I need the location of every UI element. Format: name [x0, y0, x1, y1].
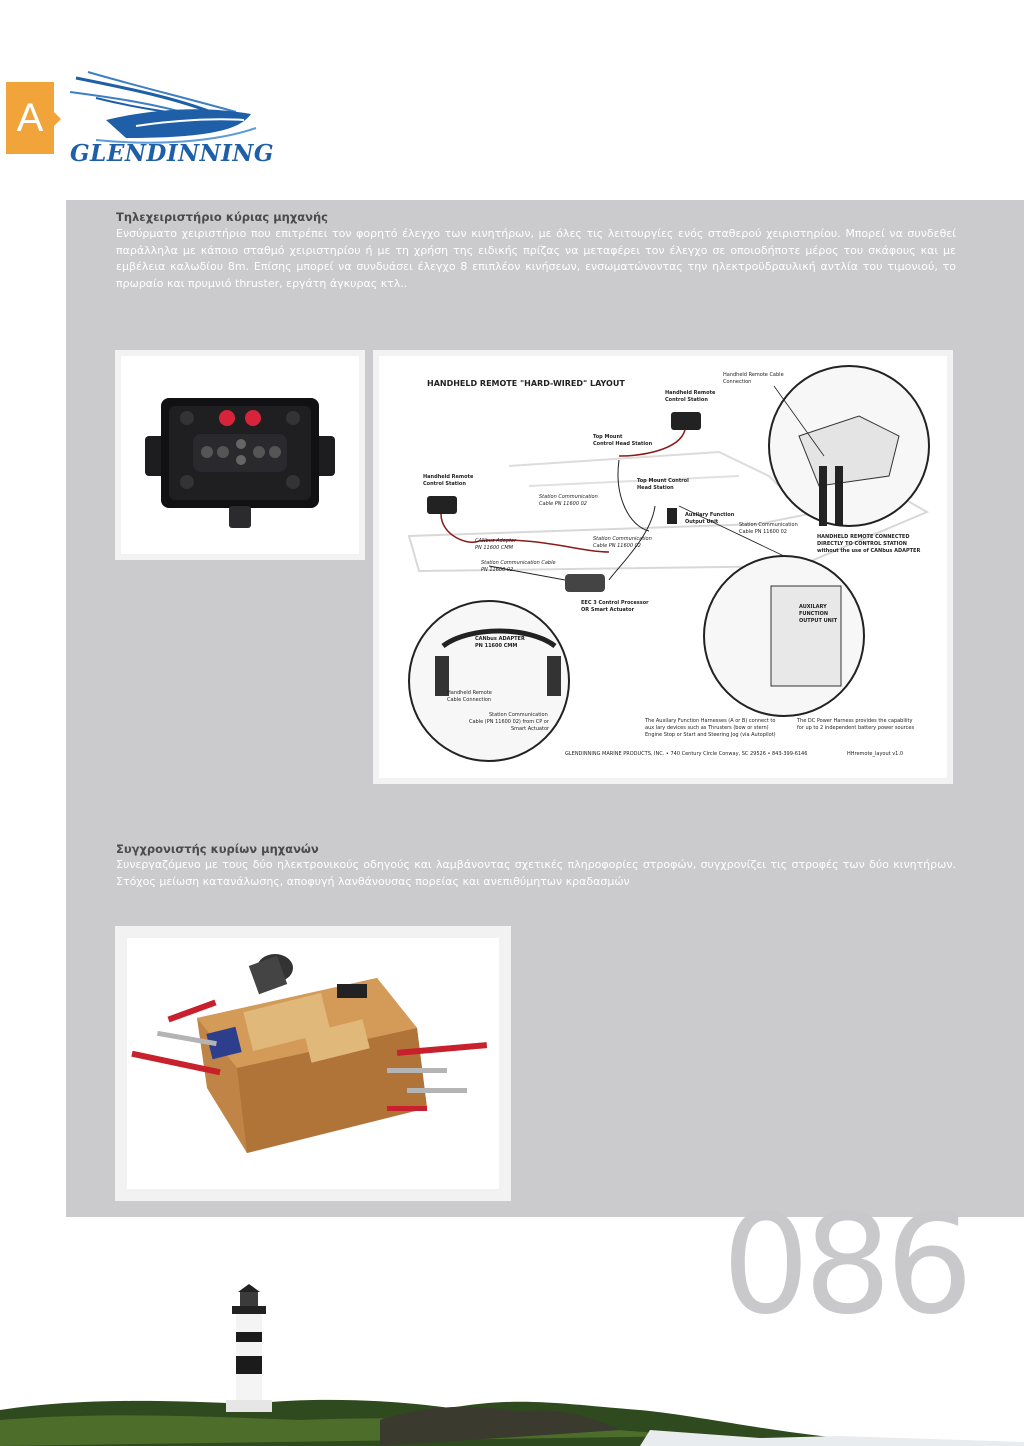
- diagram-frame: [373, 350, 953, 784]
- section2-text: Συνεργαζόμενο με τους δύο ηλεκτρονικούς οδηγούς και λαμβάνοντας σχετικές πληροφορίες στροφών, συγχρονίζει τις στροφές των δύο κινητήρων. Στόχος μείωση κατανάλωσης, αποφυγή λανθάνουσας πορείας και ανεπιθύμητων κραδασμών: [116, 858, 956, 888]
- svg-text:Station CommunicationCable PN: Station Communication Cable PN 11600 02: [539, 494, 598, 507]
- svg-text:CANbus ADAPTERPN 11600 CMM: CANbus ADAPTER PN 11600 CMM: [475, 636, 525, 649]
- synchronizer-photo-frame: [115, 926, 511, 1201]
- diagram-title: HANDHELD REMOTE "HARD-WIRED" LAYOUT: [427, 379, 625, 388]
- page-number: 086: [722, 1184, 968, 1345]
- lighthouse-landscape-image: [0, 1270, 1024, 1446]
- wiring-diagram: [379, 356, 947, 778]
- detail-circle-left: [409, 601, 569, 761]
- svg-text:Handheld RemoteControl Station: Handheld Remote Control Station: [423, 474, 474, 487]
- remote-photo-frame: [115, 350, 365, 560]
- svg-text:Handheld Remote CableConnectio: Handheld Remote Cable Connection: [723, 372, 784, 385]
- lighthouse-icon: [226, 1284, 272, 1412]
- brand-logo: [66, 68, 275, 172]
- handheld-station-icon: [671, 412, 701, 430]
- section2-title: Συγχρονιστής κυρίων μηχανών: [116, 842, 319, 856]
- svg-text:EEC 3 Control ProcessorOR Smar: EEC 3 Control Processor OR Smart Actuator: [581, 600, 649, 613]
- section1-title: Τηλεχειριστήριο κύριας μηχανής: [116, 210, 328, 224]
- svg-text:CANbus AdapterPN 11600 CMM: CANbus Adapter PN 11600 CMM: [475, 538, 517, 551]
- svg-text:Auxilary FunctionOutput Unit: Auxilary Function Output Unit: [685, 512, 735, 525]
- brand-name: GLENDINNING: [70, 140, 275, 167]
- handheld-station-left-icon: [427, 496, 457, 514]
- svg-text:Station CommunicationCable PN: Station Communication Cable PN 11600 02: [739, 522, 798, 535]
- svg-text:HANDHELD REMOTE CONNECTEDDIREC: HANDHELD REMOTE CONNECTED DIRECTLY TO CONTROL STATION without the use of CANbus ADAPTER: [817, 534, 921, 554]
- diagram-footer: GLENDINNING MARINE PRODUCTS, INC. • 740 Century Circle Conway, SC 29526 • 843-399-6146: [565, 751, 808, 757]
- section-tab: A: [6, 82, 54, 154]
- svg-text:Station CommunicationCable (PN: Station Communication Cable (PN 11600 02) from CP or Smart Actuator: [469, 712, 550, 732]
- svg-text:Top Mount ControlHead Station: Top Mount Control Head Station: [637, 478, 689, 491]
- svg-text:Handheld RemoteControl Station: Handheld Remote Control Station: [665, 390, 716, 403]
- svg-text:AUXILARYFUNCTIONOUTPUT UNIT: AUXILARY FUNCTION OUTPUT UNIT: [799, 604, 838, 624]
- eec3-icon: [565, 574, 605, 592]
- svg-text:Top MountControl Head Station: Top Mount Control Head Station: [593, 434, 653, 447]
- svg-text:The Auxilary Function Harnesse: The Auxilary Function Harnesses (A or B) connect to aux lary devices such as Thrusters (bow or stern) Engine Stop or Start and Steering Jog (via Autopilot): [645, 718, 776, 738]
- handheld-remote-image: [121, 356, 359, 554]
- svg-text:The DC Power Harness provides: The DC Power Harness provides the capability for up to 2 independent battery power sources: [797, 718, 915, 731]
- svg-text:Handheld RemoteCable Connectio: Handheld Remote Cable Connection: [447, 690, 492, 703]
- section1-text: Ενσύρματο χειριστήριο που επιτρέπει τον φορητό έλεγχο των κινητήρων, με όλες τις λειτουργίες ενός σταθερού χειριστηρίου. Μπορεί να συνδεθεί παράλληλα με κάποιο σταθμό χειριστηρίου ή με τη χρήση της ειδικής πρίζας να μεταφέρει τον έλεγχο σε οποιοδήποτε μέρος του σκάφους και με εμβέλεια καλωδίου 8m. Επίσης μπορεί να συνδυάσει έλεγχο 8 επιπλέον κινήσεων, ενσωματώνοντας την ηλεκτροϋδραυλική αντλία του τιμονιού, το πρωραίο και πρυμνιό thruster, εργάτη άγκυρας κτλ..: [116, 227, 956, 290]
- boat-logo-icon: [66, 68, 266, 148]
- diagram-revision: HHremote_layout v1.0: [847, 751, 904, 757]
- svg-text:Station CommunicationCable PN: Station Communication Cable PN 11600 02: [593, 536, 652, 549]
- svg-text:Station Communication CablePN: Station Communication Cable PN 11600 02: [481, 560, 556, 573]
- synchronizer-image: [127, 938, 499, 1189]
